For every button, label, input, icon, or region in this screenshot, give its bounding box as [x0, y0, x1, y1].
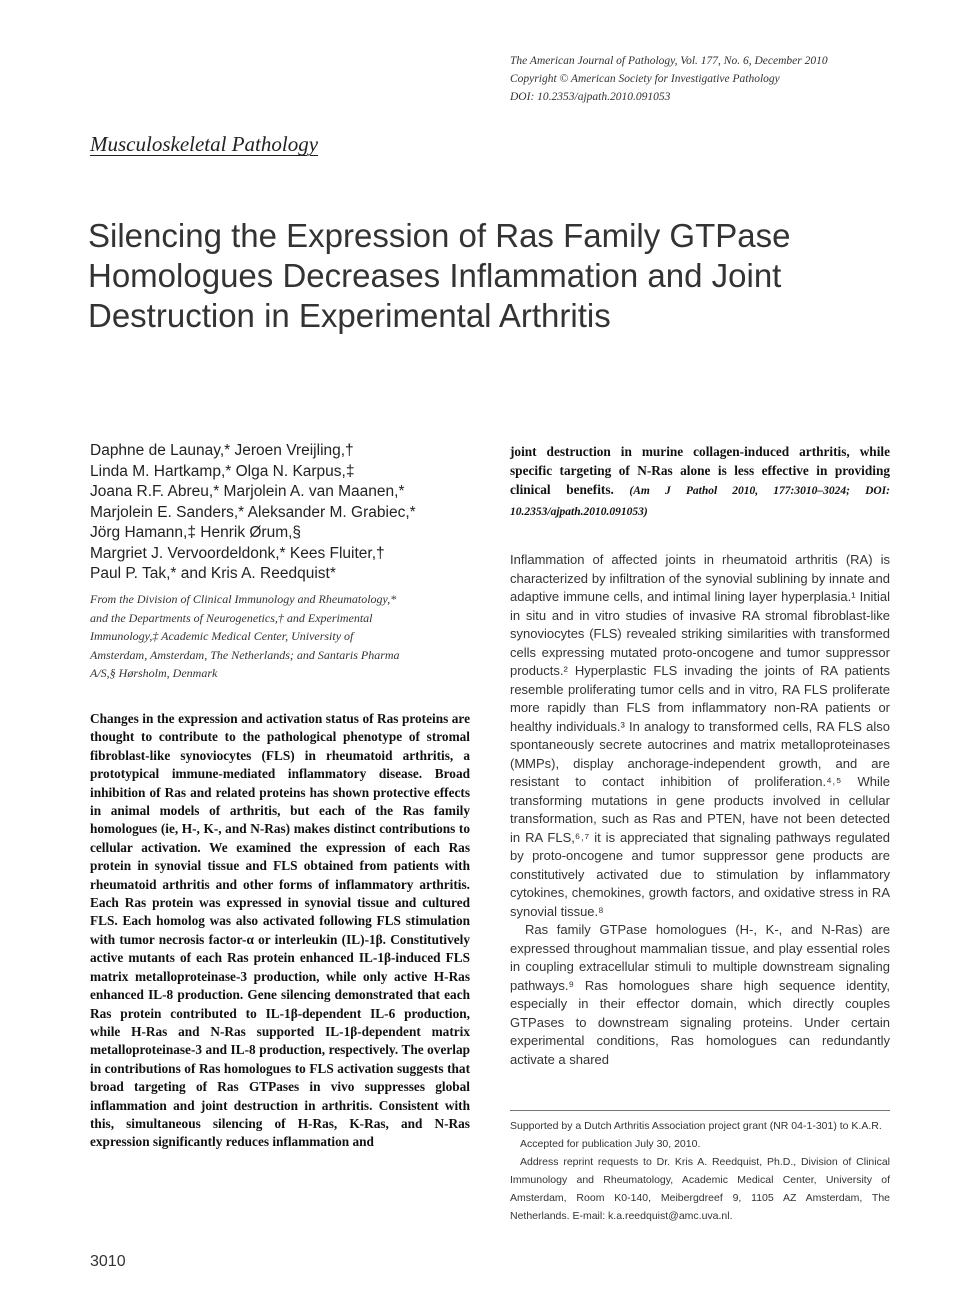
- section-heading: Musculoskeletal Pathology: [90, 132, 319, 156]
- body-text: [510, 551, 890, 1069]
- journal-header: [510, 52, 930, 106]
- author-line: Margriet J. Vervoordeldonk,* Kees Fluiter,†: [90, 544, 385, 562]
- affiliations: [90, 590, 475, 683]
- footnote-support: Supported by a Dutch Arthritis Association project grant (NR 04-1-301) to K.A.R.: [510, 1120, 882, 1132]
- affiliation-line: Amsterdam, Amsterdam, The Netherlands; and Santaris Pharma: [90, 647, 400, 662]
- affiliation-line: A/S,§ Hørsholm, Denmark: [90, 666, 218, 680]
- journal-doi: DOI: 10.2353/ajpath.2010.091053: [510, 91, 671, 103]
- footnotes: [510, 1117, 890, 1225]
- abstract-citation: (Am J Pathol 2010, 177:3010–3024; DOI: 10.2353/ajpath.2010.091053): [510, 485, 890, 518]
- abstract-continuation: [510, 442, 890, 522]
- body-paragraph: Inflammation of affected joints in rheumatoid arthritis (RA) is characterized by infiltration of the synovial sublining by innate and adaptive immune cells, and intimal lining layer hyperplasia.¹ Initial in situ and in vitro studies of invasive RA stromal fibroblast-like synoviocytes (FLS) revealed striking similarities with transformed cells expressing mutated proto-oncogene and tumor suppressor products.² Hyperplastic FLS invading the joints of RA patients resemble proliferating tumor cells and in vitro, RA FLS proliferate more rapidly than FLS from inflammatory non-RA patients or healthy individuals.³ In analogy to transformed cells, RA FLS also spontaneously secrete autocrines and matrix metalloproteinases (MMPs), display anchorage-independent growth, and are resistant to contact inhibition of proliferation.⁴˒⁵ While transforming mutations in gene products involved in cellular transformation, such as Ras and PTEN, have not been detected in RA FLS,⁶˒⁷ it is appreciated that signaling pathways regulated by proto-oncogene and tumor suppressor gene products are constitutively activated due to stimulation by inflammatory cytokines, chemokines, growth factors, and oxidative stress in RA synovial tissue.⁸: [510, 552, 890, 919]
- article-title: Silencing the Expression of Ras Family GTPase Homologues Decreases Inflammation and Joint Destruction in Experimental Arthritis: [88, 217, 791, 334]
- footnote-reprint: Address reprint requests to Dr. Kris A. Reedquist, Ph.D., Division of Clinical Immunology and Rheumatology, Academic Medical Center, University of Amsterdam, Room K0-140, Meibergdreef 9, 1105 AZ Amsterdam, The Netherlands. E-mail: k.a.reedquist@amc.uva.nl.: [510, 1156, 890, 1222]
- abstract-continuation-text: joint destruction in murine collagen-induced arthritis, while specific targeting of N-Ras alone is less effective in providing clinical benefits.: [510, 444, 890, 497]
- affiliation-line: Immunology,‡ Academic Medical Center, University of: [90, 629, 354, 643]
- author-line: Joana R.F. Abreu,* Marjolein A. van Maanen,*: [90, 483, 405, 500]
- author-line: Paul P. Tak,* and Kris A. Reedquist*: [90, 565, 336, 582]
- affiliation-line: and the Departments of Neurogenetics,† and Experimental: [90, 610, 373, 625]
- author-line: Marjolein E. Sanders,* Aleksander M. Grabiec,*: [90, 503, 416, 521]
- journal-citation: The American Journal of Pathology, Vol. 177, No. 6, December 2010: [510, 55, 828, 67]
- page-number: 3010: [90, 1253, 126, 1270]
- body-paragraph: Ras family GTPase homologues (H-, K-, and N-Ras) are expressed throughout mammalian tissue, and play essential roles in coupling extracellular stimuli to multiple downstream signaling pathways.⁹ Ras homologues share high sequence identity, especially in their effector domain, which directly couples GTPases to downstream signaling proteins. Under certain experimental conditions, Ras homologues can redundantly activate a shared: [510, 922, 890, 1067]
- affiliation-line: From the Division of Clinical Immunology and Rheumatology,*: [90, 592, 397, 606]
- journal-copyright: Copyright © American Society for Investigative Pathology: [510, 73, 780, 85]
- footnote-divider: [510, 1110, 890, 1111]
- author-list: [90, 441, 490, 585]
- author-line: Daphne de Launay,* Jeroen Vreijling,†: [90, 442, 354, 459]
- author-line: Jörg Hamann,‡ Henrik Ørum,§: [90, 524, 302, 541]
- footnote-accepted: Accepted for publication July 30, 2010.: [520, 1138, 701, 1150]
- author-line: Linda M. Hartkamp,* Olga N. Karpus,‡: [90, 462, 355, 480]
- abstract: Changes in the expression and activation status of Ras proteins are thought to contribute to the pathological phenotype of stromal fibroblast-like synoviocytes (FLS) in rheumatoid arthritis, a prototypical immune-mediated inflammatory disease. Broad inhibition of Ras and related proteins has shown protective effects in animal models of arthritis, but each of the Ras family homologues (ie, H-, K-, and N-Ras) makes distinct contributions to cellular activation. We examined the expression of each Ras protein in synovial tissue and FLS obtained from patients with rheumatoid arthritis and other forms of inflammatory arthritis. Each Ras protein was expressed in synovial tissue and cultured FLS. Each homolog was also activated following FLS stimulation with tumor necrosis factor-α or interleukin (IL)-1β. Constitutively active mutants of each Ras protein enhanced IL-1β-induced FLS matrix metalloproteinase-3 production, while only active H-Ras enhanced IL-8 production. Gene silencing demonstrated that each Ras protein contributed to IL-1β-dependent IL-6 production, while H-Ras and N-Ras supported IL-1β-dependent matrix metalloproteinase-3 and IL-8 production, respectively. The overlap in contributions of Ras homologues to FLS activation suggests that broad targeting of Ras GTPases in vivo suppresses global inflammation and joint destruction in arthritis. Consistent with this, simultaneous silencing of H-Ras, K-Ras, and N-Ras expression significantly reduces inflammation and: [90, 711, 470, 1150]
